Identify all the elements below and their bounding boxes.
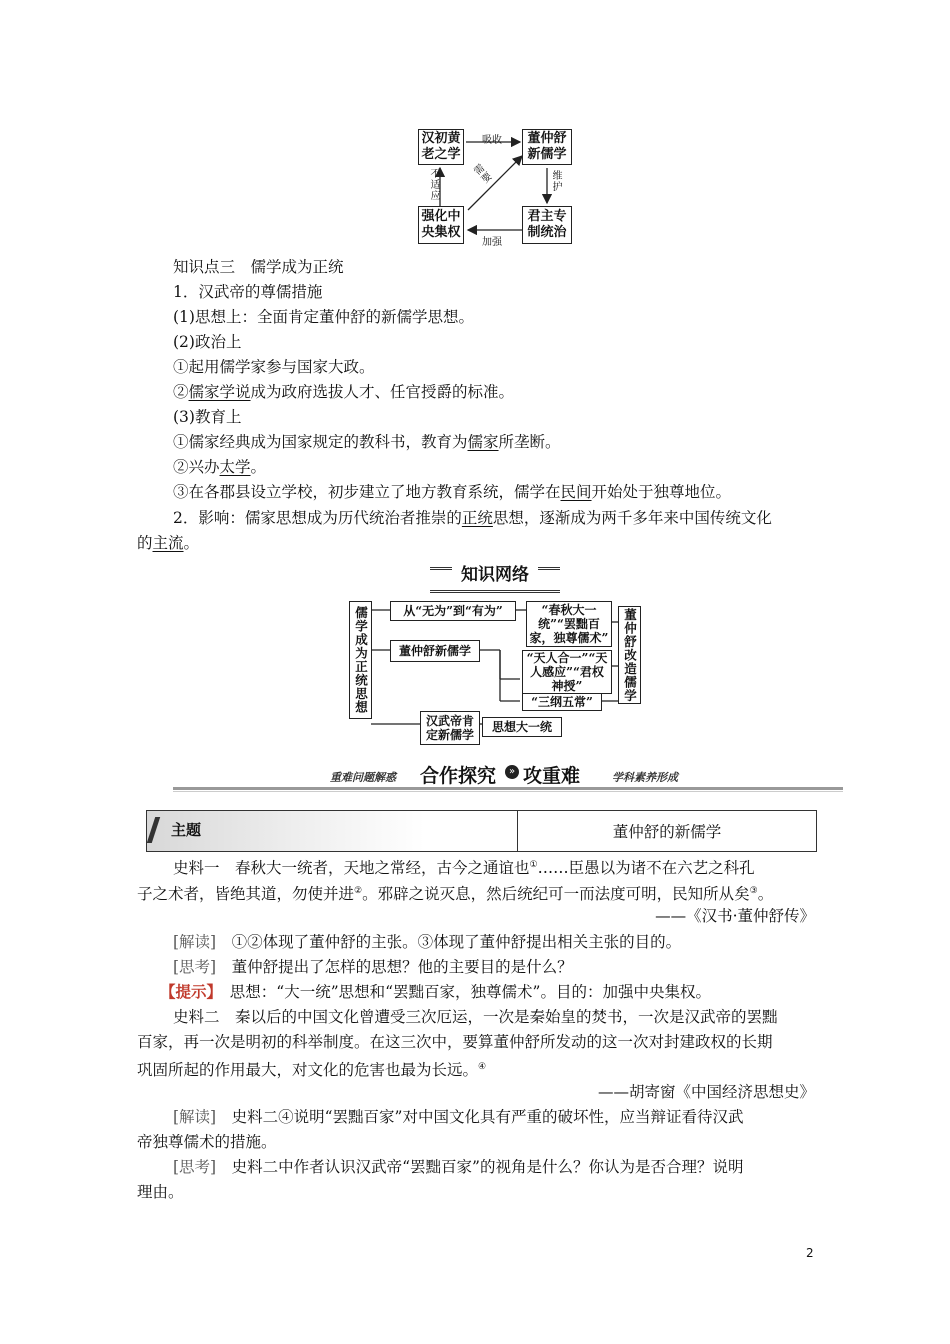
source2-citation: ——胡寄窗《中国经济思想史》 — [597, 1083, 815, 1101]
kp3-heading-1: 1．汉武帝的尊儒措施 — [173, 283, 323, 301]
section-title-1: 合作探究 — [420, 765, 497, 787]
kp3-p2b: ②儒家学说成为政府选拔人才、任官授爵的标准。 — [173, 383, 515, 401]
kp3-h2: 2．影响：儒家思想成为历代统治者推崇的正统思想，逐渐成为两千多年来中国传统文化 — [173, 509, 772, 527]
kp3-p3a: ①儒家经典成为国家规定的教科书，教育为儒家所垄断。 — [173, 433, 561, 451]
diagram-box-new-confucianism: 董仲舒新儒学 — [522, 129, 572, 165]
label-need: 需要 — [470, 163, 493, 187]
source2-line1: 史料二 秦以后的中国文化曾遭受三次厄运，一次是秦始皇的焚书，一次是汉武帝的罢黜 — [173, 1008, 778, 1026]
network-left-box: 儒学成为正统思想 — [349, 601, 372, 719]
underlined-term: 儒家 — [467, 433, 499, 451]
diagram-box-autocracy: 君主专制统治 — [522, 206, 572, 244]
hint-1: 【提示】 思想：“大一统”思想和“罢黜百家，独尊儒术”。目的：加强中央集权。 — [160, 982, 711, 1001]
underlined-term: 正统 — [461, 509, 493, 527]
kp3-p1: (1)思想上：全面肯定董仲舒的新儒学思想。 — [173, 308, 474, 326]
section-rule — [173, 787, 843, 790]
network-box-three-bonds: “三纲五常” — [522, 693, 602, 711]
source1-line1: 史料一 春秋大一统者，天地之常经，古今之通谊也①……臣愚以为诸不在六艺之科孔 — [173, 859, 755, 878]
network-right-box: 董仲舒改造儒学 — [618, 606, 641, 704]
network-box-ideological-unity: 思想大一统 — [482, 717, 562, 737]
kp3-p2: (2)政治上 — [173, 333, 242, 351]
theme-label: 主题 — [171, 821, 202, 839]
section-left-label: 重难问题解惑 — [330, 771, 396, 784]
theme-title: 董仲舒的新儒学 — [612, 823, 722, 841]
network-box-unification: “春秋大一统”“罢黜百家，独尊儒术” — [526, 601, 612, 647]
thinking-2-line1: [思考] 史料二中作者认识汉武帝“罢黜百家”的视角是什么？你认为是否合理？说明 — [173, 1158, 744, 1176]
source2-line2: 百家，再一次是明初的科举制度。在这三次中，要算董仲舒所发动的这一次对封建政权的长期 — [137, 1033, 773, 1051]
theme-marker-icon — [147, 817, 160, 843]
label-strengthen: 加强 — [482, 237, 502, 248]
source1-citation: ——《汉书·董仲舒传》 — [655, 907, 815, 925]
section-rule-thin — [173, 791, 843, 792]
network-box-emperor-wu: 汉武帝肯定新儒学 — [420, 711, 480, 745]
underlined-term: 太学 — [219, 458, 251, 476]
kp3-p3: (3)教育上 — [173, 408, 242, 426]
network-box-wuwei: 从“无为”到“有为” — [390, 601, 516, 621]
underlined-term: 主流 — [152, 534, 184, 552]
network-banner: 知识网络 — [452, 561, 538, 589]
underlined-term: 民间 — [560, 483, 592, 501]
label-maintain: 维护 — [550, 170, 561, 192]
reading-1: [解读] ①②体现了董仲舒的主张。③体现了董仲舒提出相关主张的目的。 — [173, 933, 682, 951]
section-right-label: 学科素养形成 — [612, 771, 678, 784]
label-unfit: 不适应 — [428, 168, 439, 201]
kp3-p3b: ②兴办太学。 — [173, 458, 267, 476]
page-number: 2 — [806, 1246, 814, 1260]
kp3-p3c: ③在各郡县设立学校，初步建立了地方教育系统，儒学在民间开始处于独尊地位。 — [173, 483, 732, 501]
section-title-2: 攻重难 — [523, 765, 581, 787]
source2-line3: 巩固所起的作用最大，对文化的危害也最为长远。④ — [137, 1061, 487, 1080]
network-box-new-confucianism: 董仲舒新儒学 — [390, 640, 480, 662]
kp3-title: 知识点三 儒学成为正统 — [173, 258, 344, 276]
kp3-p2a: ①起用儒学家参与国家大政。 — [173, 358, 375, 376]
chevron-right-icon: » — [505, 765, 519, 779]
theme-label-cell — [147, 811, 517, 851]
diagram-box-centralization: 强化中央集权 — [418, 206, 464, 244]
underlined-term: 儒家学说 — [188, 383, 251, 401]
label-absorb: 吸收 — [482, 135, 502, 146]
reading-2-line2: 帝独尊儒术的措施。 — [137, 1133, 277, 1151]
kp3-h2-line2: 的主流。 — [137, 534, 200, 552]
theme-table — [146, 810, 817, 852]
diagram-box-huanglao: 汉初黄老之学 — [418, 129, 464, 165]
thinking-2-line2: 理由。 — [137, 1183, 184, 1201]
thinking-1: [思考] 董仲舒提出了怎样的思想？他的主要目的是什么？ — [173, 958, 573, 976]
reading-2-line1: [解读] 史料二④说明“罢黜百家”对中国文化具有严重的破坏性，应当辩证看待汉武 — [173, 1108, 744, 1126]
network-box-heaven-man: “天人合一”“天人感应”“君权神授” — [522, 650, 612, 694]
source1-line2: 子之术者，皆绝其道，勿使并进②。邪辟之说灭息，然后统纪可一而法度可明，民知所从矣③。 — [137, 885, 774, 904]
